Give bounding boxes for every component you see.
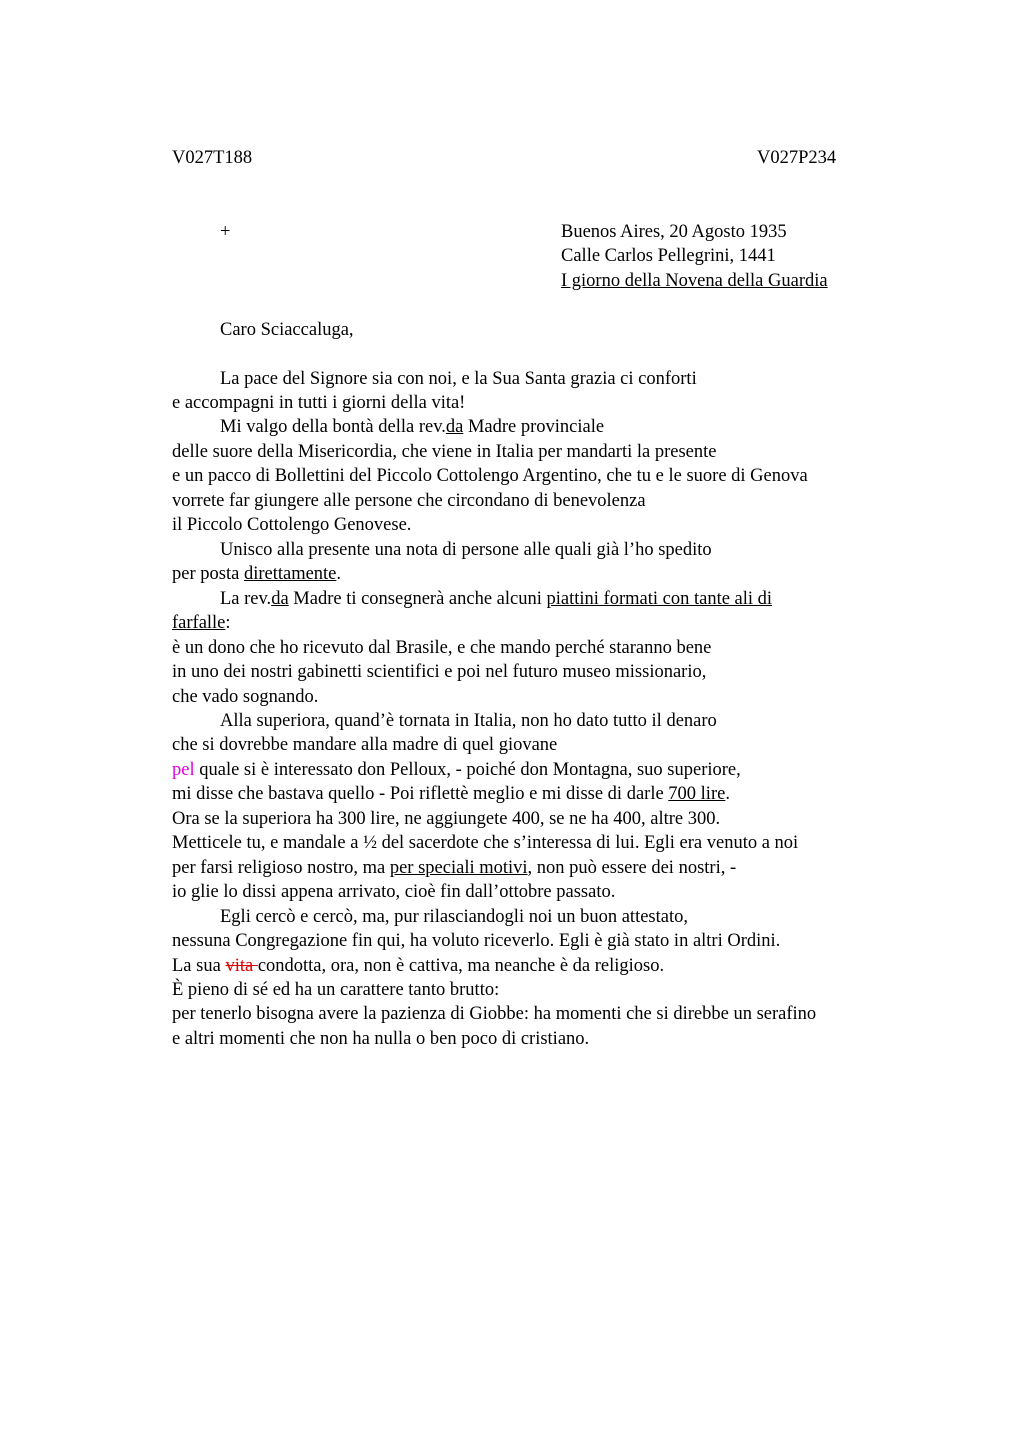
deleted-word: vita: [225, 956, 258, 976]
cross-mark: +: [220, 222, 231, 242]
archive-code-right: V027P234: [757, 148, 837, 168]
text-segment: .: [336, 564, 342, 584]
body-line-13: in uno dei nostri gabinetti scientifici e poi nel futuro museo missionario,: [172, 662, 707, 682]
body-line-8: Unisco alla presente una nota di persone alle quali già l’ho spedito: [220, 540, 712, 560]
body-line-14: che vado sognando.: [172, 687, 319, 707]
greeting: Caro Sciaccaluga,: [220, 320, 354, 340]
body-line-28: e altri momenti che non ha nulla o ben poco di cristiano.: [172, 1029, 590, 1049]
body-line-9: [172, 562, 341, 587]
text-segment: mi disse che bastava quello - Poi riflettè meglio e mi disse di darle: [172, 784, 669, 804]
body-line-16: che si dovrebbe mandare alla madre di quel giovane: [172, 735, 558, 755]
text-segment: :: [225, 613, 231, 633]
text-segment: La rev.: [220, 589, 272, 609]
body-line-26: È pieno di sé ed ha un carattere tanto brutto:: [172, 980, 500, 1000]
text-segment: .: [725, 784, 730, 804]
occasion-line: I giorno della Novena della Guardia: [561, 271, 828, 291]
text-segment: Madre ti consegnerà anche alcuni: [288, 589, 547, 609]
body-line-2: e accompagni in tutti i giorni della vita!: [172, 393, 466, 413]
body-line-25: [172, 954, 664, 979]
text-segment: La sua: [172, 956, 226, 976]
body-line-18: [172, 782, 730, 807]
body-line-22: io glie lo dissi appena arrivato, cioè fin dall’ottobre passato.: [172, 882, 616, 902]
text-segment: per posta: [172, 564, 244, 584]
inserted-word: pel: [172, 760, 195, 780]
body-line-11: [172, 611, 231, 636]
underlined-abbr: da: [271, 589, 289, 609]
text-segment: Mi valgo della bontà della rev.: [220, 417, 446, 437]
text-segment: per farsi religioso nostro, ma: [172, 858, 390, 878]
body-line-20: Metticele tu, e mandale a ½ del sacerdote che s’interessa di lui. Egli era venuto a noi: [172, 833, 799, 853]
address: Calle Carlos Pellegrini, 1441: [561, 246, 776, 266]
text-segment: condotta, ora, non è cattiva, ma neanche è da religioso.: [257, 956, 665, 976]
body-line-23: Egli cercò e cercò, ma, pur rilasciandogli noi un buon attestato,: [220, 907, 688, 927]
body-line-19: Ora se la superiora ha 300 lire, ne aggiungete 400, se ne ha 400, altre 300.: [172, 809, 721, 829]
body-line-5: e un pacco di Bollettini del Piccolo Cottolengo Argentino, che tu e le suore di Genova: [172, 466, 808, 486]
underlined-amount: 700 lire: [668, 784, 726, 804]
body-line-4: delle suore della Misericordia, che viene in Italia per mandarti la presente: [172, 442, 717, 462]
body-line-7: il Piccolo Cottolengo Genovese.: [172, 515, 412, 535]
body-line-6: vorrete far giungere alle persone che circondano di benevolenza: [172, 491, 646, 511]
underlined-word: direttamente: [243, 564, 337, 584]
body-line-12: è un dono che ho ricevuto dal Brasile, e che mando perché staranno bene: [172, 638, 712, 658]
body-line-24: nessuna Congregazione fin qui, ha voluto riceverlo. Egli è già stato in altri Ordini.: [172, 931, 781, 951]
archive-code-left: V027T188: [172, 148, 253, 168]
body-line-15: Alla superiora, quand’è tornata in Italia, non ho dato tutto il denaro: [220, 711, 717, 731]
text-segment: quale si è interessato don Pelloux, - poiché don Montagna, suo superiore,: [194, 760, 741, 780]
underlined-abbr: da: [445, 417, 464, 437]
underlined-phrase: piattini formati con tante ali di: [546, 589, 773, 609]
body-line-17: [172, 758, 741, 783]
place-date: Buenos Aires, 20 Agosto 1935: [561, 222, 787, 242]
text-segment: , non può essere dei nostri, -: [527, 858, 737, 878]
underlined-word: farfalle: [172, 613, 226, 633]
body-line-21: [172, 856, 736, 881]
text-segment: Madre provinciale: [463, 417, 605, 437]
body-line-27: per tenerlo bisogna avere la pazienza di Giobbe: ha momenti che si direbbe un serafino: [172, 1004, 817, 1024]
body-line-3: [220, 415, 604, 440]
underlined-phrase: per speciali motivi: [389, 858, 528, 878]
body-line-1: La pace del Signore sia con noi, e la Sua Santa grazia ci conforti: [220, 369, 697, 389]
body-line-10: [220, 587, 772, 612]
